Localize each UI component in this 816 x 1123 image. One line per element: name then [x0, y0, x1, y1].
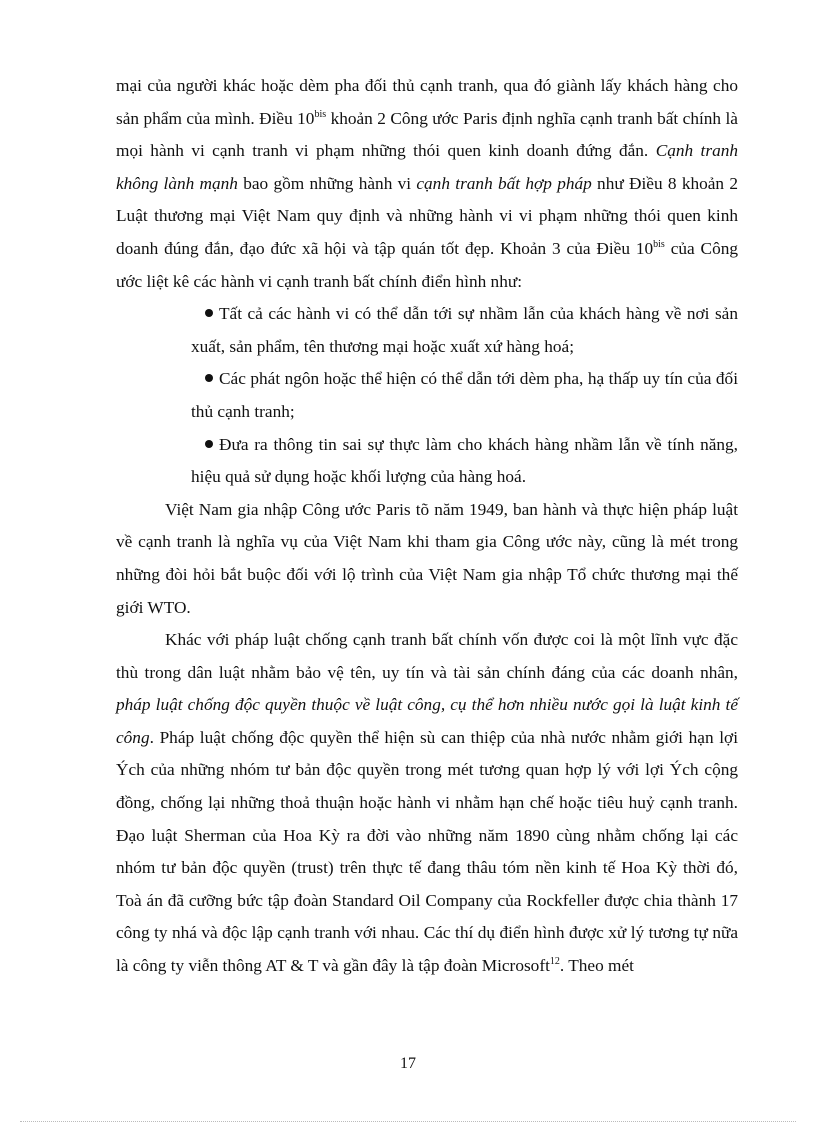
paragraph-3: Khác với pháp luật chống cạnh tranh bất chính vốn được coi là một lĩnh vực đặc thù trong dân luật nhằm bảo vệ tên, uy tín và tài sản chính đáng của các doanh nhân, pháp luật chống độc quyền thuộc về luật công, cụ thể hơn nhiều nước gọi là luật kinh tế công. Pháp luật chống độc quyền thể hiện sù can thiệp của nhà nước nhằm giới hạn lợi Ých của những nhóm tư bản độc quyền trong mét tương quan hợp lý với lợi Ých cộng đồng, chống lại những thoả thuận hoặc hành vi nhằm hạn chế hoặc tiêu huỷ cạnh tranh. Đạo luật Sherman của Hoa Kỳ ra đời vào những năm 1890 cùng nhằm chống lại các nhóm tư bản độc quyền (trust) trên thực tế đang thâu tóm nền kinh tế Hoa Kỳ thời đó, Toà án đã cưỡng bức tập đoàn Standard Oil Company của Rockfeller được chia thành 17 công ty nhá và độc lập cạnh tranh với nhau. Các thí dụ điển hình được xử lý tương tự nữa là công ty viễn thông AT & T và gần đây là tập đoàn Microsoft$^{12}$. Theo mét	[116, 630, 738, 976]
paragraph-2: Việt Nam gia nhập Công ước Paris tõ năm 1949, ban hành và thực hiện pháp luật về cạnh tranh là nghĩa vụ của Việt Nam khi tham gia Công ước này, cũng là mét trong những đòi hỏi bắt buộc đối với lộ trình của Việt Nam gia nhập Tổ chức thương mại thế giới WTO.	[116, 499, 738, 617]
bullet-icon	[205, 374, 213, 382]
paragraph-1: mại của người khác hoặc dèm pha đối thủ cạnh tranh, qua đó giành lấy khách hàng cho sản phẩm của mình. Điều $10^{bis}$ khoản 2 Công ước Paris định nghĩa cạnh tranh bất chính là mọi hành vi cạnh tranh vi phạm những thói quen kinh doanh đứng đắn. Cạnh tranh không lành mạnh bao gồm những hành vi cạnh tranh bất hợp pháp như Điều 8 khoản 2 Luật thương mại Việt Nam quy định và những hành vi vi phạm những thói quen kinh doanh đúng đắn, đạo đức xã hội và tập quán tốt đẹp. Khoản 3 của Điều $10^{bis}$ của Công ước liệt kê các hành vi cạnh tranh bất chính điển hình như:	[116, 76, 739, 291]
list-item: Đưa ra thông tin sai sự thực làm cho khách hàng nhầm lẫn về tính năng, hiệu quả sử dụng hoặc khối lượng của hàng hoá.	[191, 434, 738, 487]
bullet-icon	[205, 440, 213, 448]
bullet-icon	[205, 309, 213, 317]
page-number: 17	[400, 1055, 416, 1072]
list-item: Các phát ngôn hoặc thể hiện có thể dẫn tới dèm pha, hạ thấp uy tín của đối thủ cạnh tranh;	[191, 369, 738, 421]
list-item: Tất cả các hành vi có thể dẫn tới sự nhầm lẫn của khách hàng về nơi sản xuất, sản phẩm, tên thương mại hoặc xuất xứ hàng hoá;	[191, 304, 738, 356]
body-text	[116, 70, 738, 983]
page-bottom-divider	[20, 1121, 796, 1122]
bullet-list	[116, 298, 738, 494]
